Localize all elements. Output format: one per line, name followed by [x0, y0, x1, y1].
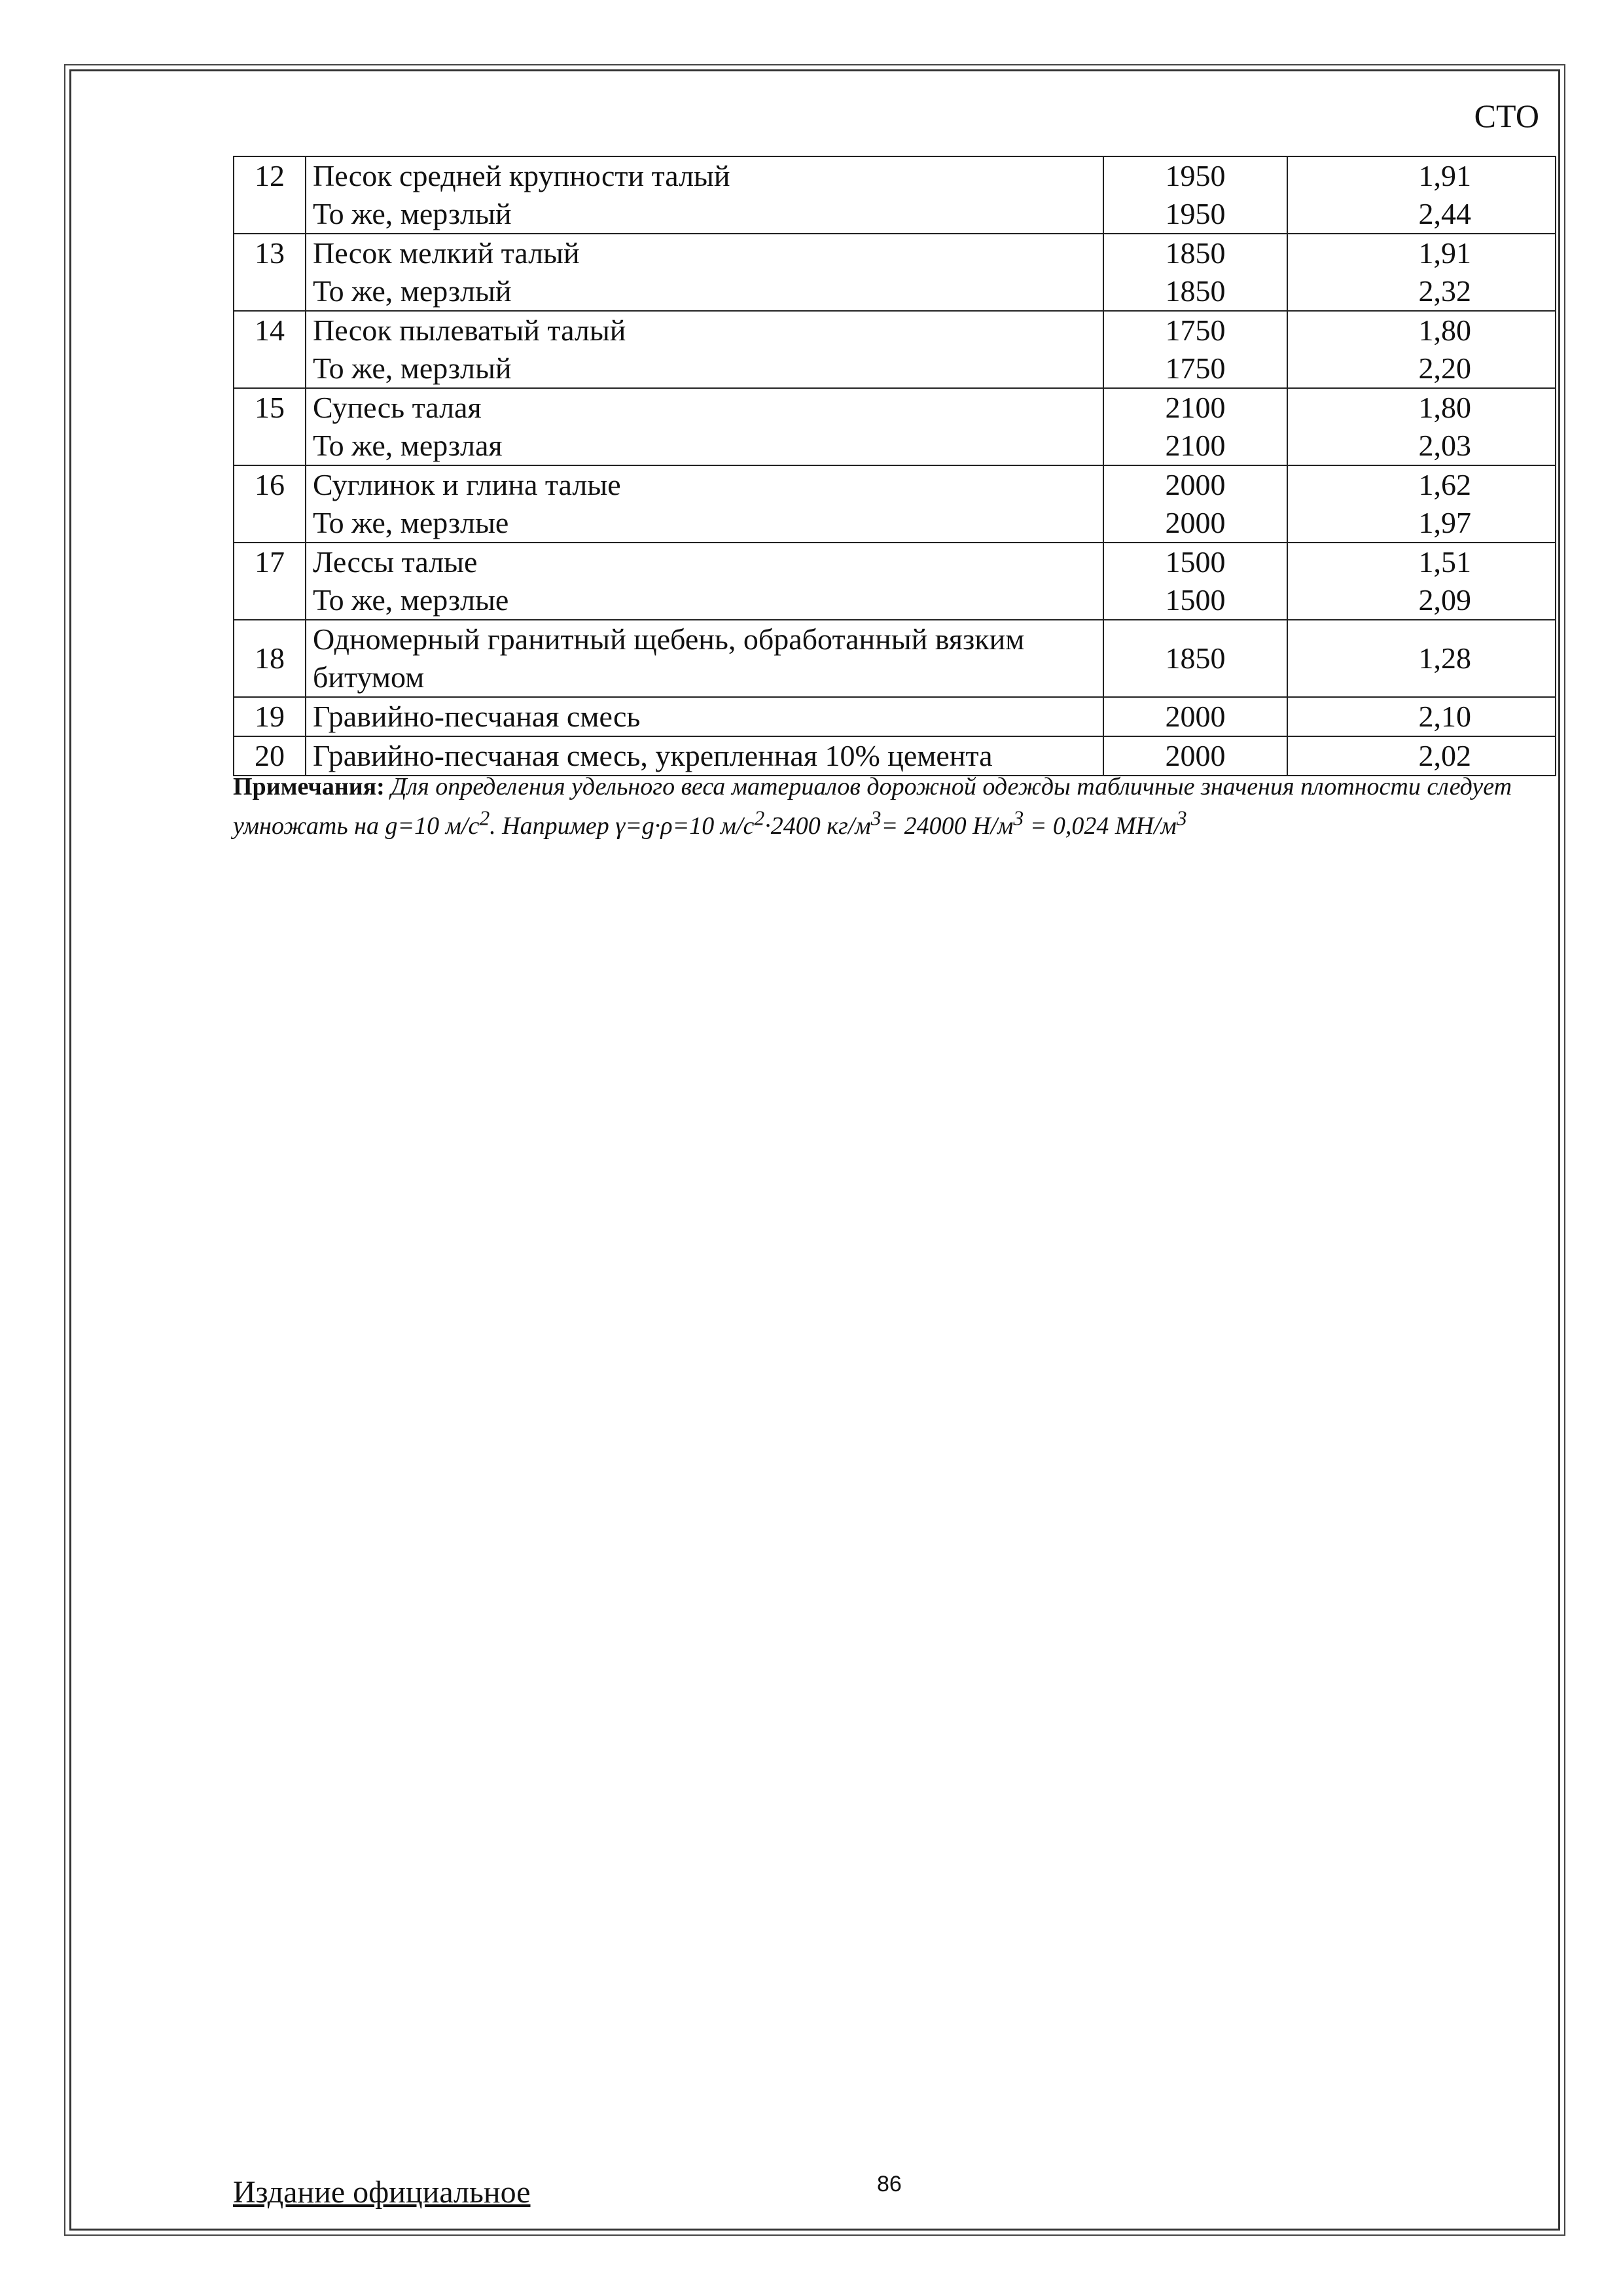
density-cell: 2000	[1103, 697, 1287, 736]
official-edition-label: Издание официальное	[233, 2175, 531, 2210]
table-row	[234, 543, 1556, 620]
density-cell: 2000 2000	[1103, 465, 1287, 543]
value-cell: 2,02	[1287, 736, 1556, 776]
document-code: СТО	[1474, 98, 1539, 134]
value-cell: 1,91 2,32	[1287, 234, 1556, 311]
table-row	[234, 234, 1556, 311]
row-number: 19	[234, 697, 306, 736]
row-number: 13	[234, 234, 306, 311]
note-label: Примечания:	[233, 773, 385, 800]
value-cell: 1,51 2,09	[1287, 543, 1556, 620]
density-cell: 2000	[1103, 736, 1287, 776]
material-name: Супесь талая То же, мерзлая	[306, 388, 1103, 465]
material-name: Одномерный гранитный щебень, обработанный вязким битумом	[306, 620, 1103, 697]
material-name: Гравийно-песчаная смесь, укрепленная 10% цемента	[306, 736, 1103, 776]
density-cell: 1500 1500	[1103, 543, 1287, 620]
table-row	[234, 697, 1556, 736]
density-cell: 1750 1750	[1103, 311, 1287, 388]
value-cell: 1,80 2,03	[1287, 388, 1556, 465]
table-row	[234, 620, 1556, 697]
row-number: 15	[234, 388, 306, 465]
value-cell: 1,80 2,20	[1287, 311, 1556, 388]
density-cell: 1850	[1103, 620, 1287, 697]
density-cell: 2100 2100	[1103, 388, 1287, 465]
material-name: Песок пылеватый талый То же, мерзлый	[306, 311, 1103, 388]
table-note	[233, 771, 1558, 842]
material-name: Песок средней крупности талый То же, мерзлый	[306, 156, 1103, 234]
density-table	[233, 156, 1556, 776]
row-number: 18	[234, 620, 306, 697]
material-name: Песок мелкий талый То же, мерзлый	[306, 234, 1103, 311]
table-row	[234, 388, 1556, 465]
row-number: 12	[234, 156, 306, 234]
material-name: Лессы талые То же, мерзлые	[306, 543, 1103, 620]
table-row	[234, 156, 1556, 234]
table-row	[234, 736, 1556, 776]
value-cell: 1,91 2,44	[1287, 156, 1556, 234]
row-number: 14	[234, 311, 306, 388]
density-cell: 1850 1850	[1103, 234, 1287, 311]
page-number: 86	[877, 2172, 902, 2197]
value-cell: 1,28	[1287, 620, 1556, 697]
value-cell: 2,10	[1287, 697, 1556, 736]
row-number: 20	[234, 736, 306, 776]
row-number: 17	[234, 543, 306, 620]
table-row	[234, 311, 1556, 388]
table-row	[234, 465, 1556, 543]
density-cell: 1950 1950	[1103, 156, 1287, 234]
row-number: 16	[234, 465, 306, 543]
material-name: Гравийно-песчаная смесь	[306, 697, 1103, 736]
material-name: Суглинок и глина талые То же, мерзлые	[306, 465, 1103, 543]
value-cell: 1,62 1,97	[1287, 465, 1556, 543]
note-text: Для определения удельного веса материалов дорожной одежды табличные значения плотности следует умножать на g=10 $м/с^2$. Например γ=g·ρ=10 $м/с^2\cdot 2400$ $кг/м^3= 24000$ $Н/м^3 = 0,024$ $МН/м^3$	[233, 773, 1512, 840]
